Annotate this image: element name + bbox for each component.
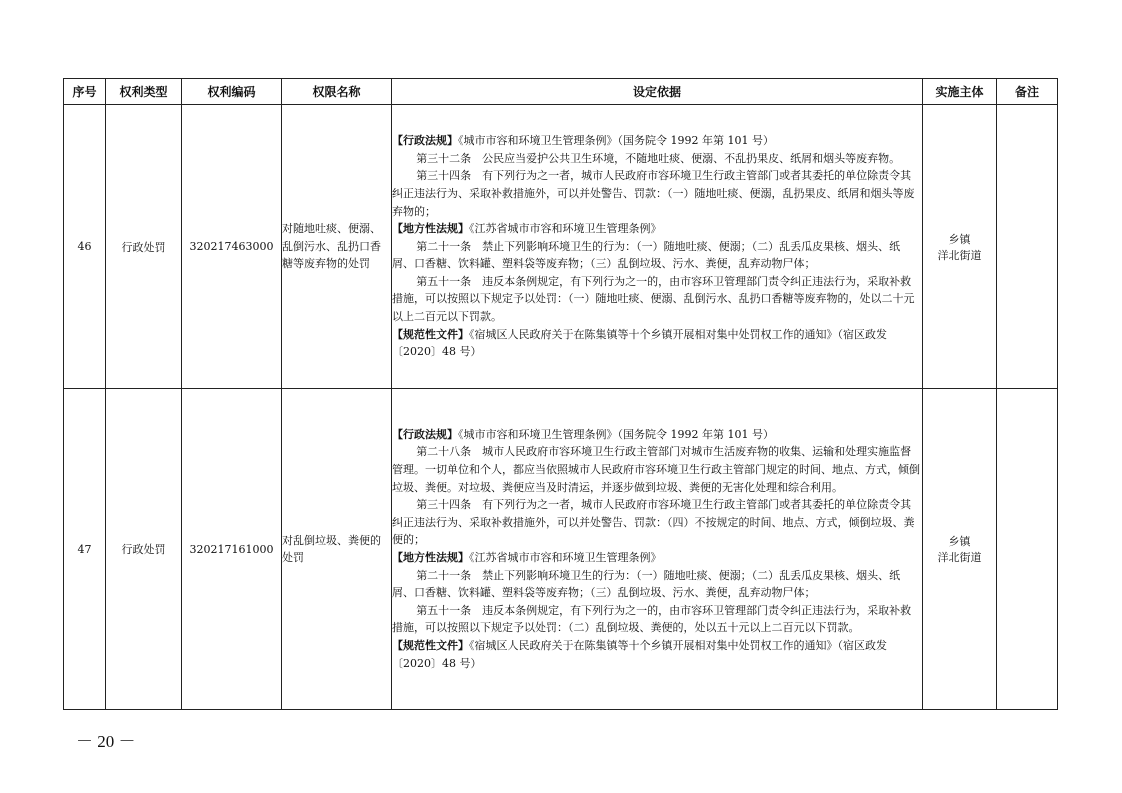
basis-line <box>392 326 922 361</box>
subject-line: 洋北街道 <box>937 248 982 262</box>
header-type: 权利类型 <box>106 79 182 105</box>
row-remark <box>997 105 1058 389</box>
row-code: 320217161000 <box>182 389 282 710</box>
basis-line: 第三十二条 公民应当爱护公共卫生环境，不随地吐痰、便溺、不乱扔果皮、纸屑和烟头等废弃物。 <box>416 151 901 165</box>
basis-line <box>392 549 922 567</box>
row-subject <box>923 105 997 389</box>
basis-tag: 【规范性文件】 <box>392 638 469 652</box>
row-name: 对随地吐痰、便溺、乱倒污水、乱扔口香糖等废弃物的处罚 <box>282 105 392 389</box>
authority-table <box>63 78 1058 710</box>
basis-text: 《城市市容和环境卫生管理条例》（国务院令 1992 年第 101 号） <box>458 134 774 148</box>
table-row <box>64 105 1058 389</box>
table-row <box>64 389 1058 710</box>
header-basis: 设定依据 <box>392 79 923 105</box>
row-subject <box>923 389 997 710</box>
row-basis <box>392 105 923 389</box>
row-type: 行政处罚 <box>106 389 182 710</box>
row-seq: 47 <box>64 389 106 710</box>
basis-line: 第二十八条 城市人民政府市容环境卫生行政主管部门对城市生活废弃物的收集、运输和处理实施监督管理。一切单位和个人，都应当依照城市人民政府市容环境卫生行政主管部门规定的时间、地点、方式，倾倒垃圾、粪便。对垃圾、粪便应当及时清运，并逐步做到垃圾、粪便的无害化处理和综合利用。 <box>392 445 920 494</box>
header-name: 权限名称 <box>282 79 392 105</box>
basis-line: 第五十一条 违反本条例规定，有下列行为之一的，由市容环卫管理部门责令纠正违法行为，采取补救措施，可以按照以下规定予以处罚：（一）随地吐痰、便溺、乱倒污水、乱扔口香糖等废弃物的，处以二十元以上二百元以下罚款。 <box>392 274 915 324</box>
row-name: 对乱倒垃圾、粪便的处罚 <box>282 389 392 710</box>
table-header-row <box>64 79 1058 105</box>
basis-tag: 【地方性法规】 <box>392 222 469 236</box>
basis-line <box>392 220 922 238</box>
basis-line: 第二十一条 禁止下列影响环境卫生的行为：（一）随地吐痰、便溺；（二）乱丢瓜皮果核、烟头、纸屑、口香糖、饮料罐、塑料袋等废弃物；（三）乱倒垃圾、污水、粪便，乱弃动物尸体； <box>392 239 901 271</box>
basis-tag: 【规范性文件】 <box>392 327 469 341</box>
header-seq: 序号 <box>64 79 106 105</box>
basis-tag: 【地方性法规】 <box>392 551 469 564</box>
basis-line <box>392 637 922 672</box>
row-basis <box>392 389 923 710</box>
basis-tag: 【行政法规】 <box>392 427 458 441</box>
basis-line: 第三十四条 有下列行为之一者，城市人民政府市容环境卫生行政主管部门或者其委托的单位除责令其纠正违法行为、采取补救措施外，可以并处警告、罚款：（四）不按规定的时间、地点、方式，倾倒垃圾、粪便的； <box>392 498 915 547</box>
subject-line: 乡镇 <box>948 232 971 246</box>
subject-line: 乡镇 <box>948 535 971 548</box>
basis-text: 《宿城区人民政府关于在陈集镇等十个乡镇开展相对集中处罚权工作的通知》（宿区政发〔2020〕48 号） <box>392 638 887 670</box>
row-type: 行政处罚 <box>106 105 182 389</box>
basis-line: 第五十一条 违反本条例规定，有下列行为之一的，由市容环卫管理部门责令纠正违法行为，采取补救措施，可以按照以下规定予以处罚：（二）乱倒垃圾、粪便的，处以五十元以上二百元以下罚款。 <box>392 603 912 635</box>
basis-text: 《城市市容和环境卫生管理条例》（国务院令 1992 年第 101 号） <box>458 427 774 441</box>
header-subject: 实施主体 <box>923 79 997 105</box>
basis-text: 《江苏省城市市容和环境卫生管理条例》 <box>469 551 662 564</box>
basis-line: 第二十一条 禁止下列影响环境卫生的行为：（一）随地吐痰、便溺；（二）乱丢瓜皮果核、烟头、纸屑、口香糖、饮料罐、塑料袋等废弃物；（三）乱倒垃圾、污水、粪便，乱弃动物尸体； <box>392 568 901 600</box>
basis-text: 《江苏省城市市容和环境卫生管理条例》 <box>469 222 662 236</box>
row-remark <box>997 389 1058 710</box>
basis-line: 第三十四条 有下列行为之一者，城市人民政府市容环境卫生行政主管部门或者其委托的单位除责令其纠正违法行为、采取补救措施外，可以并处警告、罚款：（一）随地吐痰、便溺，乱扔果皮、纸屑和烟头等废弃物的； <box>392 169 915 218</box>
header-remark: 备注 <box>997 79 1058 105</box>
subject-line: 洋北街道 <box>937 551 982 564</box>
row-seq: 46 <box>64 105 106 389</box>
basis-text: 《宿城区人民政府关于在陈集镇等十个乡镇开展相对集中处罚权工作的通知》（宿区政发〔2020〕48 号） <box>392 327 887 359</box>
basis-tag: 【行政法规】 <box>392 134 458 148</box>
page-number: － 20 － <box>76 732 136 751</box>
header-code: 权利编码 <box>182 79 282 105</box>
basis-line <box>392 132 922 150</box>
row-code: 320217463000 <box>182 105 282 389</box>
basis-line <box>392 426 922 444</box>
